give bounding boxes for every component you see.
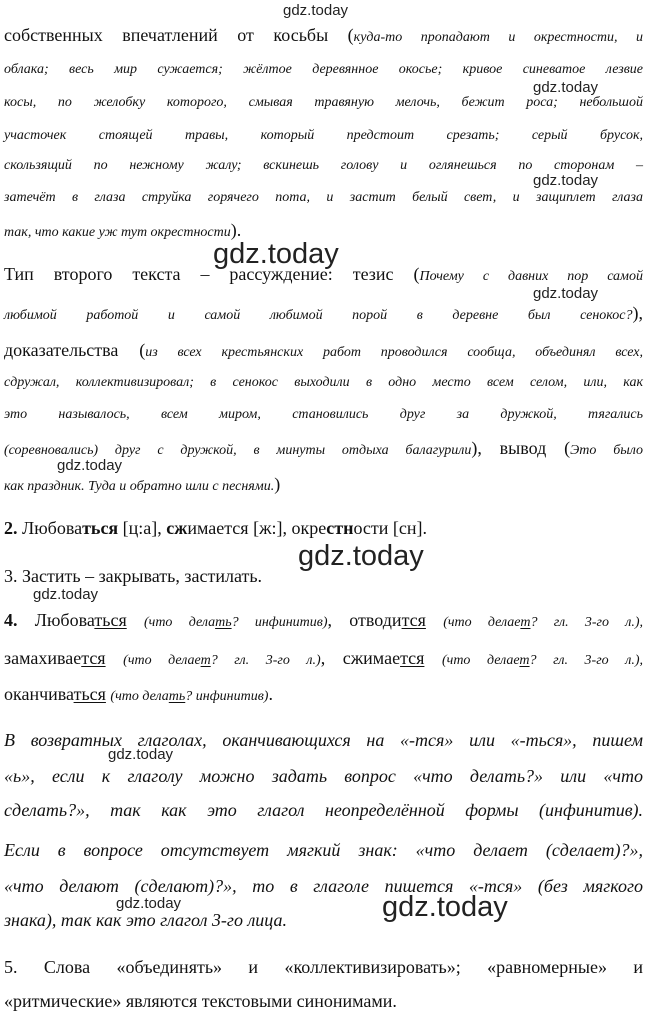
item-4-line: 4. Любоваться (что делать? инфинитив), отводится (что делает? гл. 3-го л.), <box>4 610 644 630</box>
item-2: 2. Любоваться [ц:а], сжимается [ж:], окрестности [сн]. <box>4 518 428 538</box>
item-4-line: замахивается (что делает? гл. 3-го л.), сжимается (что делает? гл. 3-го л.), <box>4 648 644 668</box>
text-line: скользящий по нежному жалу; вскинешь голову и оглянешься по сторонам – <box>4 158 643 173</box>
text-line: косы, по желобку которого, смывая травяную мелочь, бежит роса; небольшой <box>4 95 643 110</box>
watermark: gdz.today <box>533 79 599 96</box>
watermark: gdz.today <box>298 540 424 572</box>
watermark: gdz.today <box>533 285 599 302</box>
text-line: собственных впечатлений от косьбы (куда-то пропадают и окрестности, и <box>4 25 644 45</box>
text-line: это называлось, всем миром, становились друг за дружкой, тягались <box>4 407 643 422</box>
rule-line: знака), так как это глагол 3-го лица. <box>4 910 288 930</box>
text-line: сдружал, коллективизировал; в сенокос выходили в одно место всем селом, или, как <box>4 375 643 390</box>
text-line: доказательства (из всех крестьянских работ проводился сообща, объединял всех, <box>4 340 644 360</box>
rule-line: В возвратных глаголах, оканчивающихся на «-тся» или «-ться», пишем <box>4 730 643 750</box>
item-5-line: «ритмические» являются текстовыми синонимами. <box>4 991 397 1011</box>
watermark: gdz.today <box>213 238 339 270</box>
text-line: так, что какие уж тут окрестности). <box>4 220 242 240</box>
watermark: gdz.today <box>108 746 174 763</box>
watermark: gdz.today <box>57 457 123 474</box>
watermark: gdz.today <box>382 891 508 923</box>
rule-line: «что делают (сделают)?», то в глаголе пишется «-тся» (без мягкого <box>4 876 643 896</box>
text-line: (соревновались) друг с дружкой, в минуты отдыха балагурили), вывод (Это было <box>4 438 643 458</box>
item-3: 3. Застить – закрывать, застилать. <box>4 566 263 586</box>
text-line: участочек стоящей травы, который предстоит срезать; серый брусок, <box>4 128 643 143</box>
watermark: gdz.today <box>283 2 349 19</box>
watermark: gdz.today <box>533 172 599 189</box>
rule-line: сделать?», так как это глагол неопределённой формы (инфинитив). <box>4 800 643 820</box>
text-line: любимой работой и самой любимой порой в деревне был сенокос?), <box>4 303 643 323</box>
text-line: облака; весь мир сужается; жёлтое деревянное окосье; кривое синеватое лезвие <box>4 62 643 77</box>
text-line: как праздник. Туда и обратно шли с песнями.) <box>4 474 281 494</box>
text-line: затечёт в глаза струйка горячего пота, и застит белый свет, и защиплет глаза <box>4 190 643 205</box>
item-4-line: оканчиваться (что делать? инфинитив). <box>4 684 273 704</box>
text-line: Тип второго текста – рассуждение: тезис (Почему с давних пор самой <box>4 264 643 284</box>
watermark: gdz.today <box>33 586 99 603</box>
watermark: gdz.today <box>116 895 182 912</box>
item-5-line: 5. Слова «объединять» и «коллективизировать»; «равномерные» и <box>4 957 643 977</box>
rule-line: «ь», если к глаголу можно задать вопрос «что делать?» или «что <box>4 766 643 786</box>
rule-line: Если в вопросе отсутствует мягкий знак: «что делает (сделает)?», <box>4 840 643 860</box>
